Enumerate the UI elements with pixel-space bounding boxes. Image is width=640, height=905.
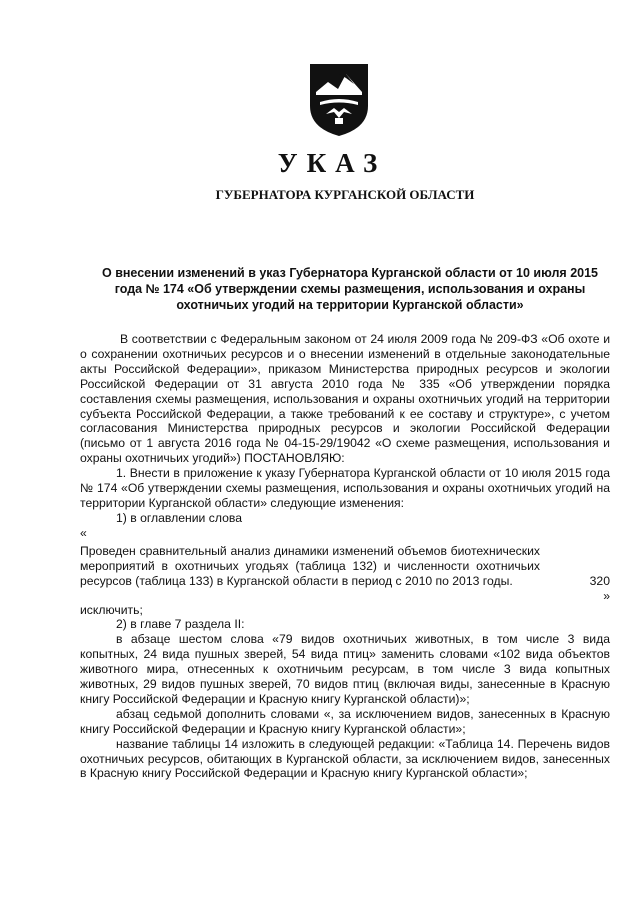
toc-entry-row [80, 544, 610, 589]
issuer-subtitle: ГУБЕРНАТОРА КУРГАНСКОЙ ОБЛАСТИ [215, 187, 475, 202]
toc-entry-text: Проведен сравнительный анализ динамики изменений объемов биотехнических мероприятий в охотничьих угодьях (таблица 132) и численности охотничьих ресурсов (таблица 133) в Курганской области в период с 2010 по 2013 годы. [80, 543, 540, 588]
toc-page-number: 320 [589, 573, 610, 588]
open-quote: « [80, 525, 87, 540]
heading-line: О внесении изменений в указ Губернатора Курганской области от 10 июля 2015 [102, 266, 598, 280]
preamble-paragraph: В соответствии с Федеральным законом от 24 июля 2009 года № 209-ФЗ «Об охоте и о сохранении охотничьих ресурсов и о внесении изменений в отдельные законодательные акты Российской Федерации», приказом Министерства природных ресурсов и экологии Российской Федерации от 31 августа 2010 года № 335 «Об утверждении порядка составления схемы размещения, использования и охраны охотничьих угодий на территории субъекта Российской Федерации, а также требований к ее составу и структуре», с учетом согласования Министерства природных ресурсов и экологии Российской Федерации (письмо от 1 августа 2016 года № 04-15-29/19042 «О схеме размещения, использования и охраны охотничьих угодий») ПОСТАНОВЛЯЮ: [80, 332, 610, 466]
close-quote: » [603, 588, 610, 603]
item-1-2-paragraph: 2) в главе 7 раздела II: [116, 617, 245, 632]
item-1-paragraph: 1. Внести в приложение к указу Губернатора Курганской области от 10 июля 2015 года № 174 «Об утверждении схемы размещения, использования и охраны охотничьих угодий на территории Курганской области» следующие изменения: [80, 466, 610, 510]
heading-line: года № 174 «Об утверждении схемы размещения, использования и охраны [114, 282, 586, 296]
coat-of-arms-emblem [308, 62, 370, 138]
amendment-paragraph-b: абзац седьмой дополнить словами «, за исключением видов, занесенных в Красную книгу Российской Федерации и Красную книгу Курганской области»; [80, 706, 610, 736]
exclude-paragraph: исключить; [80, 602, 143, 617]
heading-line: охотничьих угодий на территории Курганской области» [176, 298, 524, 312]
amendment-paragraph-c: название таблицы 14 изложить в следующей редакции: «Таблица 14. Перечень видов охотничьих ресурсов, обитающих в Курганской области, за исключением видов, занесенных в Красную книгу Российской Федерации и Красную книгу Курганской области»; [80, 736, 610, 781]
amendment-paragraph-a: в абзаце шестом слова «79 видов охотничьих животных, в том числе 3 вида копытных, 24 вида пушных зверей, 54 вида птиц» заменить словами «102 вида объектов животного мира, отнесенных к охотничьим ресурсам, в том числе 3 вида копытных животных, 29 видов пушных зверей, 70 видов птиц (включая виды, занесенные в Красную книгу Российской Федерации и Красную книгу Курганской области)»; [80, 632, 610, 706]
document-type-title: УКАЗ [277, 148, 387, 178]
document-heading [80, 265, 620, 313]
item-1-1-paragraph: 1) в оглавлении слова [116, 510, 242, 525]
document-body [80, 332, 610, 781]
